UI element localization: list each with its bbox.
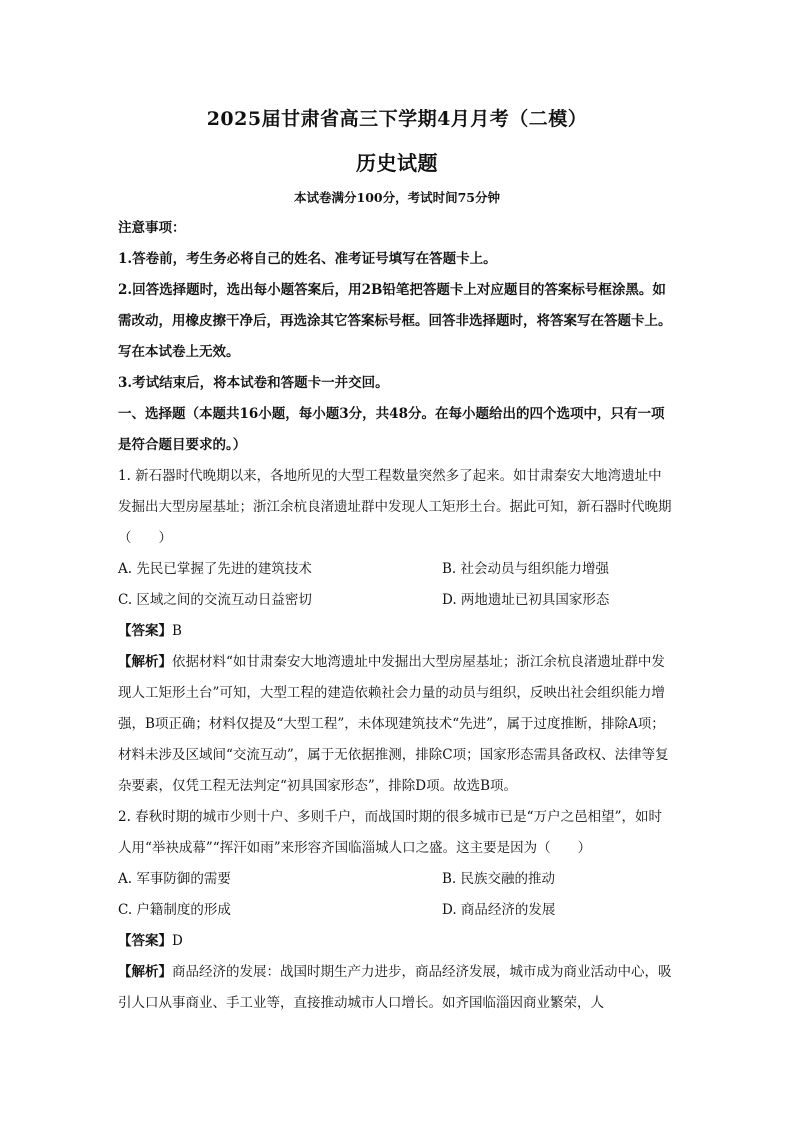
- option-a: A. 先民已掌握了先进的建筑技术: [118, 561, 312, 577]
- subject-title: 历史试题: [356, 151, 438, 175]
- answer-value: B: [172, 623, 182, 639]
- answer-line: [118, 616, 674, 647]
- option-list: [118, 554, 674, 616]
- option-d: D. 商品经济的发展: [442, 902, 556, 918]
- question: [118, 461, 674, 802]
- analysis-label: 【解析】: [118, 964, 172, 980]
- option-list: [118, 864, 674, 926]
- option-b: B. 社会动员与组织能力增强: [442, 561, 610, 577]
- option-a: A. 军事防御的需要: [118, 871, 231, 887]
- notice-item: 3.考试结束后，将本试卷和答题卡一并交回。: [118, 375, 389, 391]
- notice-item: 1.答卷前，考生务必将自己的姓名、准考证号填写在答题卡上。: [118, 251, 497, 267]
- question-stem: 2. 春秋时期的城市少则十户、多则千户，而战国时期的很多城市已是“万户之邑相望”，如时人用“举袂成幕”“挥汗如雨”来形容齐国临淄城人口之盛。这主要是因为（ ）: [118, 809, 662, 856]
- analysis: [118, 957, 674, 1019]
- notice-item: 2.回答选择题时，选出每小题答案后，用2B铅笔把答题卡上对应题目的答案标号框涂黑。如需改动，用橡皮擦干净后，再选涂其它答案标号框。回答非选择题时，将答案写在答题卡上。写在本试卷上无效。: [118, 282, 672, 360]
- analysis: [118, 647, 674, 802]
- exam-info: 本试卷满分100分，考试时间75分钟: [294, 190, 500, 205]
- analysis-text: 商品经济的发展：战国时期生产力进步，商品经济发展，城市成为商业活动中心，吸引人口从事商业、手工业等，直接推动城市人口增长。如齐国临淄因商业繁荣，人: [118, 964, 672, 1011]
- question-stem: 1. 新石器时代晚期以来，各地所见的大型工程数量突然多了起来。如甘肃秦安大地湾遗址中发掘出大型房屋基址；浙江余杭良渚遗址群中发现人工矩形土台。据此可知，新石器时代晚期（ ）: [118, 468, 672, 546]
- question: [118, 802, 674, 1019]
- exam-title: 2025届甘肃省高三下学期4月月考（二模）: [206, 108, 588, 130]
- section-heading: 一、选择题（本题共16小题，每小题3分，共48分。在每小题给出的四个选项中，只有一项是符合题目要求的。）: [118, 406, 665, 453]
- notice-heading: 注意事项：: [118, 220, 186, 236]
- answer-value: D: [172, 933, 183, 949]
- option-d: D. 两地遗址已初具国家形态: [442, 592, 610, 608]
- answer-line: [118, 926, 674, 957]
- exam-content: [118, 213, 674, 1019]
- answer-label: 【答案】: [118, 623, 172, 639]
- analysis-text: 依据材料“如甘肃秦安大地湾遗址中发掘出大型房屋基址；浙江余杭良渚遗址群中发现人工矩形土台”可知，大型工程的建造依赖社会力量的动员与组织，反映出社会组织能力增强，B项正确；材料仅提及“大型工程”，未体现建筑技术“先进”，属于过度推断，排除A项；材料未涉及区域间“交流互动”，属于无依据推测，排除C项；国家形态需具备政权、法律等复杂要素，仅凭工程无法判定“初具国家形态”，排除D项。故选B项。: [118, 654, 669, 794]
- option-c: C. 户籍制度的形成: [118, 902, 231, 918]
- option-c: C. 区域之间的交流互动日益密切: [118, 592, 312, 608]
- option-b: B. 民族交融的推动: [442, 871, 556, 887]
- answer-label: 【答案】: [118, 933, 172, 949]
- analysis-label: 【解析】: [118, 654, 172, 670]
